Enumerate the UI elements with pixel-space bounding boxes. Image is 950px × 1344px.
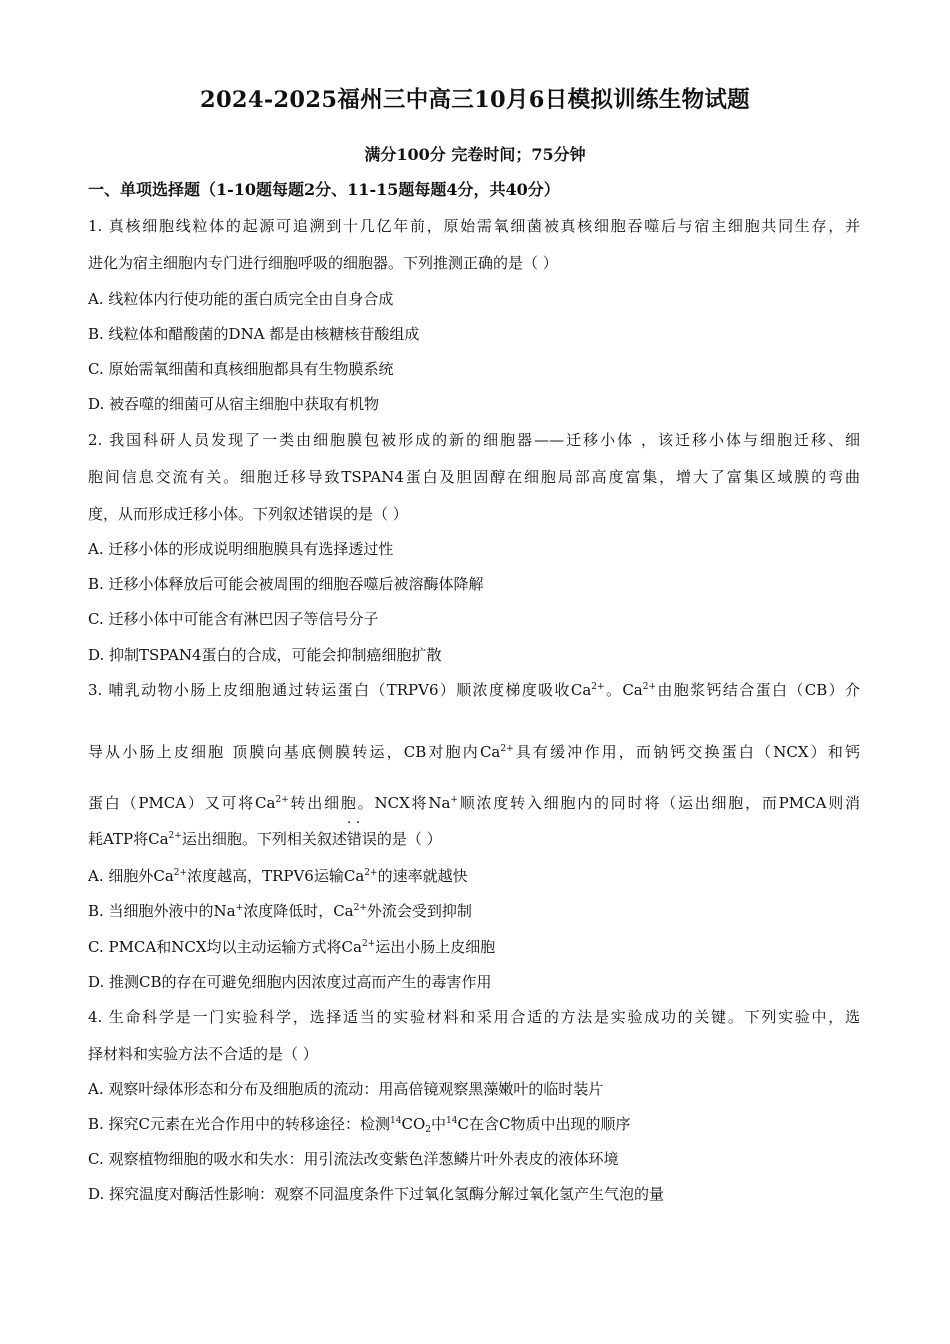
q4-option-a: A. 观察叶绿体形态和分布及细胞质的流动：用高倍镜观察黑藻嫩叶的临时装片 [88, 1080, 604, 1098]
q4-stem-line-2: 择材料和实验方法不合适的是（ ） [88, 1045, 318, 1063]
exam-info: 满分100分 完卷时间；75分钟 [364, 145, 586, 164]
q3-stem-line-4: 耗ATP将$Ca^{2+}$运出细胞。下列相关叙述· · 错误的是（ ） [88, 828, 442, 849]
q4-stem-line-1: 4. 生命科学是一门实验科学，选择适当的实验材料和采用合适的方法是实验成功的关键。下列实验中，选 [88, 1008, 860, 1026]
q3-stem-line-3: 蛋白（PMCA）又可将$Ca^{2+}$转出细胞。NCX将Na+顺浓度转入细胞内的同时将（运出细胞，而PMCA则消 [88, 794, 860, 812]
q2-stem-line-2: 胞间信息交流有关。细胞迁移导致TSPAN4蛋白及胆固醇在细胞局部高度富集，增大了富集区域膜的弯曲 [88, 468, 860, 486]
q4-option-b: B. 探究C元素在光合作用中的转移途径：检测$^{14}CO_2$中$^{14}$C在含C物质中出现的顺序 [88, 1115, 631, 1135]
q2-option-b: B. 迁移小体释放后可能会被周围的细胞吞噬后被溶酶体降解 [88, 575, 484, 593]
q2-stem-line-1: 2. 我国科研人员发现了一类由细胞膜包被形成的新的细胞器——迁移小体 ，该迁移小体与细胞迁移、细 [88, 431, 860, 449]
q1-option-c: C. 原始需氧细菌和真核细胞都具有生物膜系统 [88, 360, 394, 378]
q1-option-d: D. 被吞噬的细菌可从宿主细胞中获取有机物 [88, 395, 380, 413]
page-title: 2024-2025福州三中高三10月6日模拟训练生物试题 [200, 87, 750, 113]
q3-option-a: A. 细胞外$Ca^{2+}$浓度越高，TRPV6运输$Ca^{2+}$的速率就越快 [88, 867, 468, 885]
q1-option-a: A. 线粒体内行使功能的蛋白质完全由自身合成 [88, 290, 394, 308]
q3-stem-line-1: 3. 哺乳动物小肠上皮细胞通过转运蛋白（TRPV6）顺浓度梯度吸收$Ca^{2+}$。$Ca^{2+}$由胞浆钙结合蛋白（CB）介 [88, 681, 860, 699]
q3-option-c: C. PMCA和NCX均以主动运输方式将$Ca^{2+}$运出小肠上皮细胞 [88, 938, 496, 956]
q1-option-b: B. 线粒体和醋酸菌的DNA 都是由核糖核苷酸组成 [88, 325, 420, 343]
q4-option-d: D. 探究温度对酶活性影响：观察不同温度条件下过氧化氢酶分解过氧化氢产生气泡的量 [88, 1185, 665, 1203]
q1-stem-line-2: 进化为宿主细胞内专门进行细胞呼吸的细胞器。下列推测正确的是（ ） [88, 254, 558, 272]
q3-option-b: B. 当细胞外液中的Na+浓度降低时，$Ca^{2+}$外流会受到抑制 [88, 902, 472, 920]
emphasis-dots: · · 错误 [347, 828, 377, 849]
q4-option-c: C. 观察植物细胞的吸水和失水：用引流法改变紫色洋葱鳞片叶外表皮的液体环境 [88, 1150, 619, 1168]
q2-stem-line-3: 度，从而形成迁移小体。下列叙述错误的是（ ） [88, 505, 408, 523]
q2-option-a: A. 迁移小体的形成说明细胞膜具有选择透过性 [88, 540, 394, 558]
q2-option-d: D. 抑制TSPAN4蛋白的合成，可能会抑制癌细胞扩散 [88, 646, 442, 664]
q2-option-c: C. 迁移小体中可能含有淋巴因子等信号分子 [88, 610, 379, 628]
q3-option-d: D. 推测CB的存在可避免细胞内因浓度过高而产生的毒害作用 [88, 973, 492, 991]
q1-stem-line-1: 1. 真核细胞线粒体的起源可追溯到十几亿年前，原始需氧细菌被真核细胞吞噬后与宿主细胞共同生存，并 [88, 217, 860, 235]
section-heading: 一、单项选择题（1-10题每题2分、11-15题每题4分，共40分） [88, 180, 560, 199]
q3-stem-line-2: 导从小肠上皮细胞 顶膜向基底侧膜转运，CB对胞内$Ca^{2+}$具有缓冲作用，而钠钙交换蛋白（NCX）和钙 [88, 743, 860, 761]
